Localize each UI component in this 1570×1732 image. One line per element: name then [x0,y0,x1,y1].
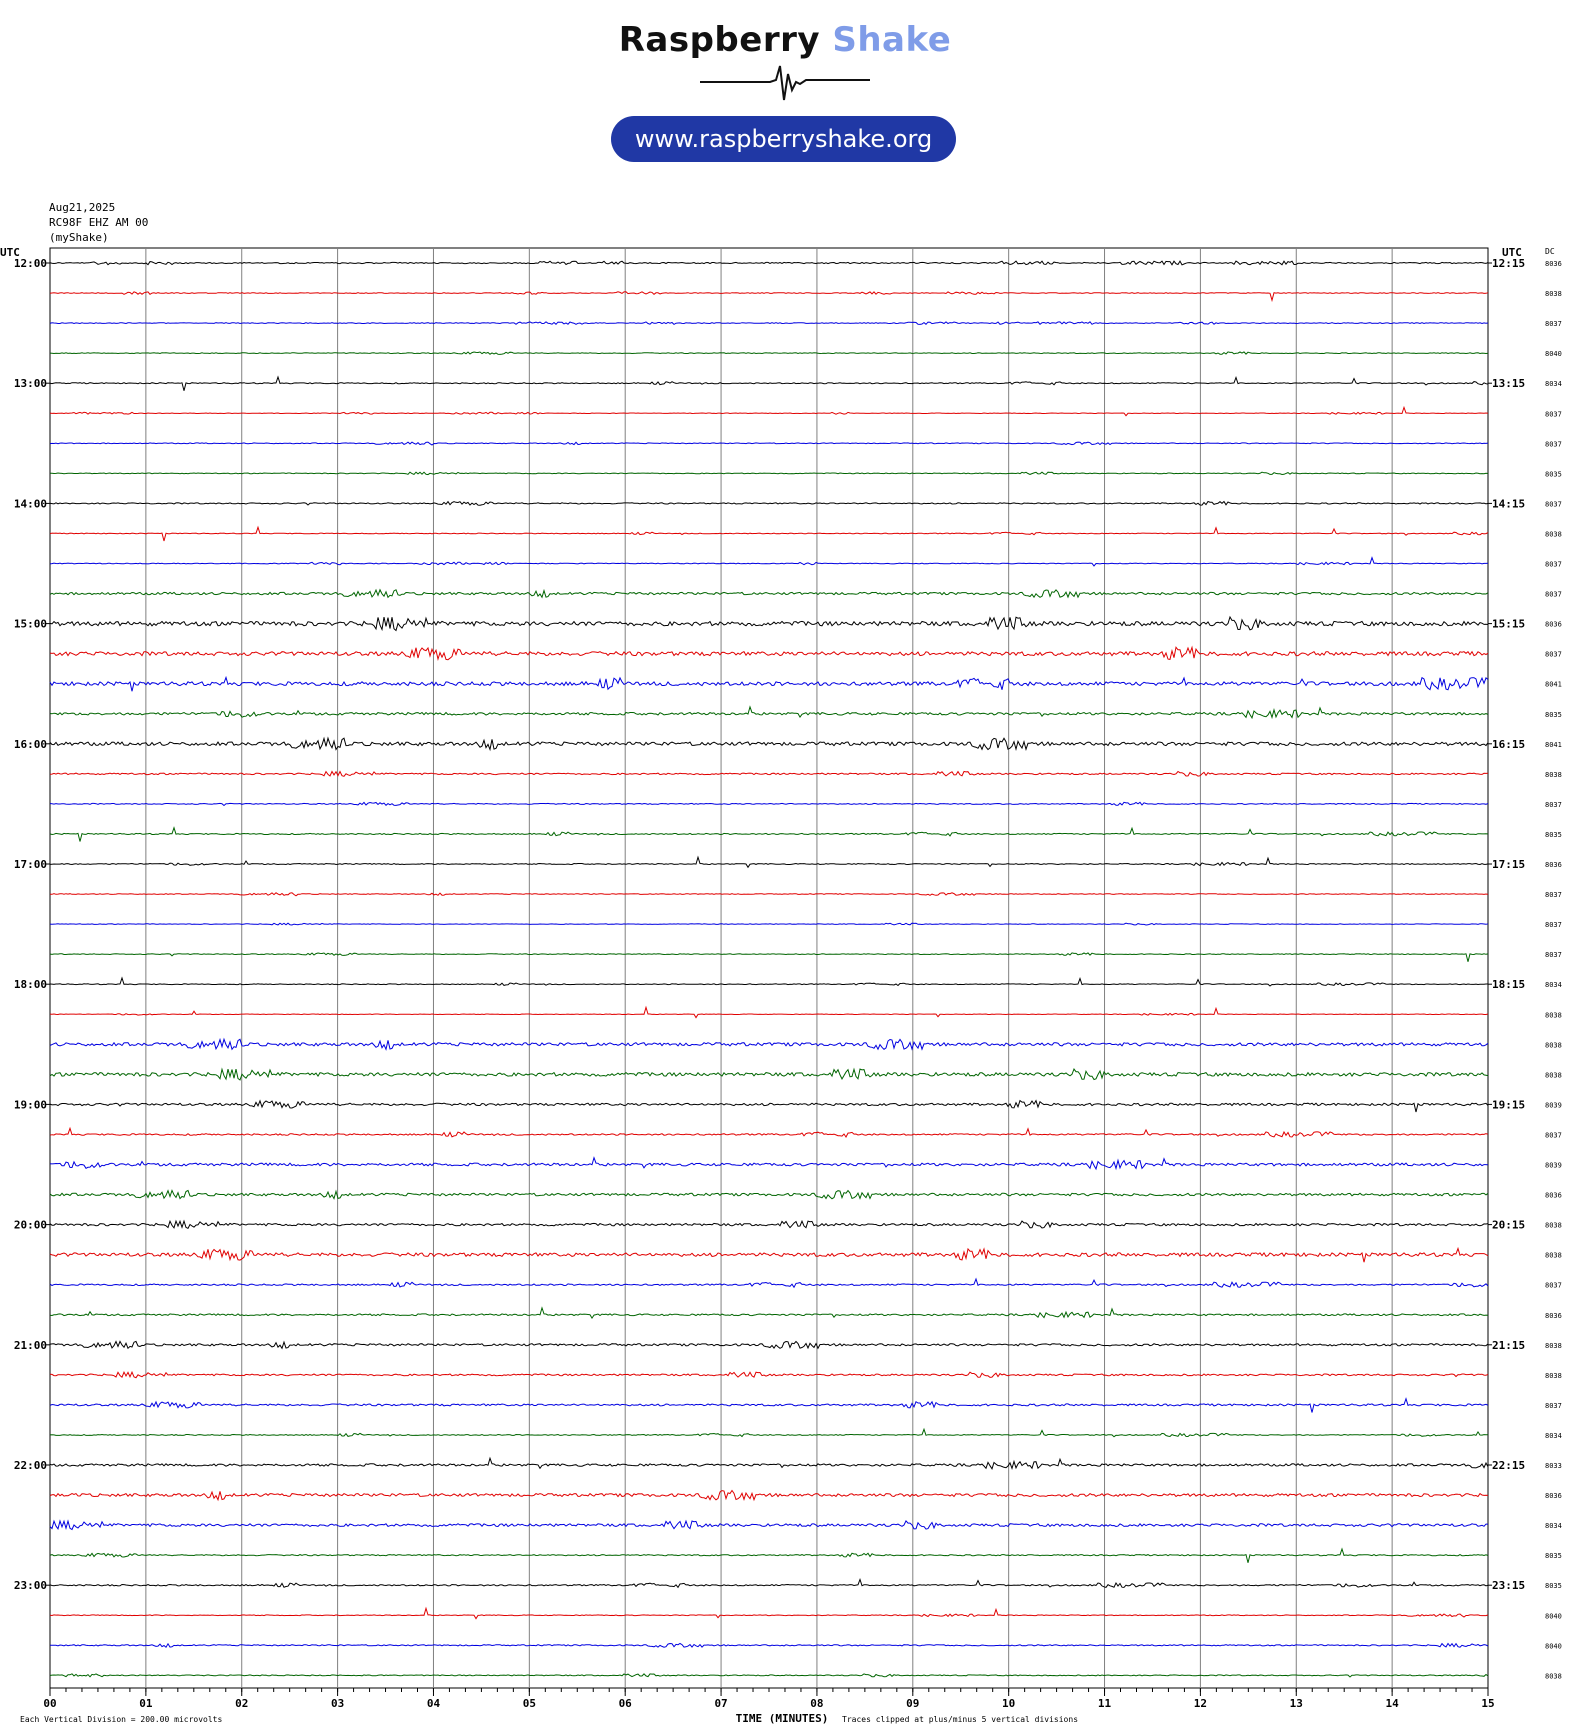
trace-row [50,292,1488,300]
trace-row [50,1128,1488,1137]
trace-row [50,1249,1488,1263]
x-tick-label: 04 [426,1697,441,1710]
dc-offset-label: 8037 [1545,650,1562,659]
dc-offset-label: 8037 [1545,440,1562,449]
x-tick-label: 08 [810,1697,824,1710]
trace-row [50,352,1488,355]
trace-row [50,978,1488,986]
plot-frame [50,248,1488,1688]
trace-row [50,923,1488,925]
dc-offset-label: 8041 [1545,680,1562,689]
dc-offset-label: 8035 [1545,470,1562,479]
dc-offset-label: 8038 [1545,1672,1562,1681]
dc-offset-label: 8036 [1545,861,1562,869]
hour-label-right: 12:15 [1492,257,1526,270]
hour-label-right: 14:15 [1492,497,1526,511]
dc-offset-label: 8037 [1545,560,1562,569]
hour-label-right: 13:15 [1492,377,1526,391]
dc-offset-label: 8037 [1545,590,1562,599]
hour-label-left: 14:00 [13,497,47,511]
dc-offset-label: 8040 [1545,1612,1562,1621]
trace-row [50,558,1488,566]
dc-offset-label: 8037 [1545,500,1562,509]
hour-label-left: 19:00 [13,1098,47,1112]
hour-label-left: 20:00 [13,1218,47,1232]
dc-offset-label: 8038 [1545,290,1562,299]
x-tick-label: 15 [1481,1697,1495,1710]
x-tick-label: 07 [714,1697,728,1710]
x-tick-label: 13 [1289,1697,1303,1710]
header [0,0,1570,244]
trace-row [50,502,1488,506]
trace-row [50,802,1488,805]
x-tick-label: 11 [1097,1697,1112,1710]
dc-offset-label: 8035 [1545,830,1562,839]
hour-label-left: 16:00 [13,737,47,751]
dc-offset-label: 8037 [1545,891,1562,900]
hour-label-left: 17:00 [13,858,47,871]
trace-row [50,1608,1488,1618]
trace-row [50,1158,1488,1169]
dc-offset-label: 8034 [1545,981,1562,990]
hour-label-right: 22:15 [1492,1459,1526,1472]
website-link[interactable] [611,116,956,162]
hour-label-left: 22:00 [13,1459,47,1472]
hour-label-right: 18:15 [1492,978,1526,992]
seismic-traces [50,261,1488,1677]
trace-row [50,472,1488,474]
trace-row [50,527,1488,541]
dc-offset-label: 8036 [1545,1492,1562,1501]
dc-offset-label: 8037 [1545,410,1562,419]
hour-label-right: 17:15 [1492,858,1526,871]
x-tick-label: 10 [1002,1697,1016,1710]
trace-row [50,1191,1488,1199]
trace-row [50,1580,1488,1588]
hour-label-right: 20:15 [1492,1218,1526,1232]
x-tick-label: 09 [906,1697,920,1710]
x-tick-label: 14 [1385,1697,1399,1710]
trace-row [50,772,1488,777]
hour-label-left: 23:00 [13,1579,47,1593]
dc-offset-label: 8038 [1545,530,1562,539]
trace-row [50,322,1488,325]
dc-offset-label: 8037 [1545,1281,1562,1290]
hour-label-right: 21:15 [1492,1338,1526,1352]
x-tick-label: 00 [43,1697,57,1710]
dc-offset-label: 8036 [1545,620,1562,629]
trace-row [50,442,1488,445]
trace-row [50,1069,1488,1080]
trace-row [50,1429,1488,1436]
trace-row [50,377,1488,391]
x-tick-label: 01 [139,1697,153,1710]
x-axis-title: TIME (MINUTES) [735,1712,829,1725]
dc-offset-label: 8034 [1545,380,1562,389]
plot-grid [46,248,1492,1696]
brand-primary: Raspberry [618,20,821,60]
trace-row [50,617,1488,631]
trace-row [50,1521,1488,1530]
trace-row [50,1101,1488,1112]
right-axis-label: UTC [1502,246,1522,259]
trace-row [50,678,1488,692]
hour-label-left: 12:00 [13,257,47,270]
dc-label: DC [1545,247,1555,256]
dc-offset-label: 8036 [1545,1191,1562,1200]
trace-row [50,1674,1488,1677]
dc-offset-label: 8038 [1545,1221,1562,1230]
dc-offset-label: 8033 [1545,1462,1562,1470]
dc-offset-label: 8040 [1545,1642,1562,1651]
dc-offset-label: 8037 [1545,1131,1562,1140]
dc-offset-label: 8039 [1545,1161,1562,1170]
dc-offset-label: 8037 [1545,800,1562,809]
x-tick-label: 12 [1193,1697,1208,1710]
x-tick-label: 03 [330,1697,345,1710]
trace-row [50,738,1488,749]
trace-row [50,261,1488,265]
dc-offset-label: 8040 [1545,350,1562,359]
dc-offset-label: 8034 [1545,1522,1562,1531]
trace-row [50,828,1488,842]
hour-label-left: 18:00 [13,978,47,992]
trace-row [50,590,1488,598]
trace-row [50,407,1488,415]
dc-offset-label: 8038 [1545,1041,1562,1050]
brand-logo[interactable] [0,20,1570,60]
hour-label-right: 16:15 [1492,737,1526,751]
x-tick-label: 02 [235,1697,249,1710]
dc-offset-label: 8034 [1545,1431,1562,1440]
dc-offset-label: 8038 [1545,1071,1562,1080]
footer-right-note: Traces clipped at plus/minus 5 vertical divisions [842,1715,1079,1724]
x-tick-label: 05 [522,1697,536,1710]
trace-row [50,1399,1488,1413]
trace-row [50,1341,1488,1348]
trace-row [50,1372,1488,1378]
dc-offset-label: 8037 [1545,951,1562,960]
website-url: www.raspberryshake.org [634,125,933,153]
trace-row [50,1491,1488,1500]
trace-row [50,857,1488,867]
plot-date: Aug21,2025 [49,201,116,214]
trace-row [50,1549,1488,1563]
dc-offset-label: 8037 [1545,320,1562,329]
dc-offset-label: 8038 [1545,1251,1562,1260]
trace-row [50,1644,1488,1648]
hour-label-right: 19:15 [1492,1098,1526,1112]
trace-row [50,1458,1488,1469]
dc-offset-label: 8038 [1545,1011,1562,1020]
trace-row [50,647,1488,659]
dc-offset-label: 8037 [1545,921,1562,930]
dc-offset-label: 8039 [1545,1101,1562,1110]
dc-offset-label: 8036 [1545,1311,1562,1320]
hour-label-right: 15:15 [1492,617,1526,631]
trace-row [50,1221,1488,1228]
dc-offset-label: 8038 [1545,1341,1562,1350]
seismograph-wave-icon [700,60,870,104]
hour-label-left: 15:00 [13,617,47,631]
station-id: RC98F EHZ AM 00 [49,216,149,229]
trace-row [50,1007,1488,1017]
plot-labels [14,257,1562,1710]
trace-row [50,893,1488,896]
dc-offset-label: 8035 [1545,1582,1562,1591]
network-name: (myShake) [49,231,109,244]
hour-label-left: 21:00 [13,1338,47,1352]
dc-offset-label: 8038 [1545,1371,1562,1380]
trace-row [50,953,1488,962]
dc-offset-label: 8041 [1545,740,1562,749]
dc-offset-label: 8035 [1545,1552,1562,1561]
helicorder-plot [0,240,1570,1732]
dc-offset-label: 8038 [1545,770,1562,779]
brand-accent: Shake [832,20,952,60]
trace-row [50,1308,1488,1318]
dc-offset-label: 8035 [1545,710,1562,719]
dc-offset-label: 8037 [1545,1401,1562,1410]
x-tick-label: 06 [618,1697,632,1710]
dc-offset-label: 8036 [1545,260,1562,268]
hour-label-left: 13:00 [13,377,47,391]
trace-row [50,1039,1488,1049]
trace-row [50,1279,1488,1287]
hour-label-right: 23:15 [1492,1579,1526,1593]
trace-row [50,707,1488,718]
left-axis-label: UTC [0,246,20,259]
footer-left-note: Each Vertical Division = 200.00 microvolts [20,1715,223,1724]
